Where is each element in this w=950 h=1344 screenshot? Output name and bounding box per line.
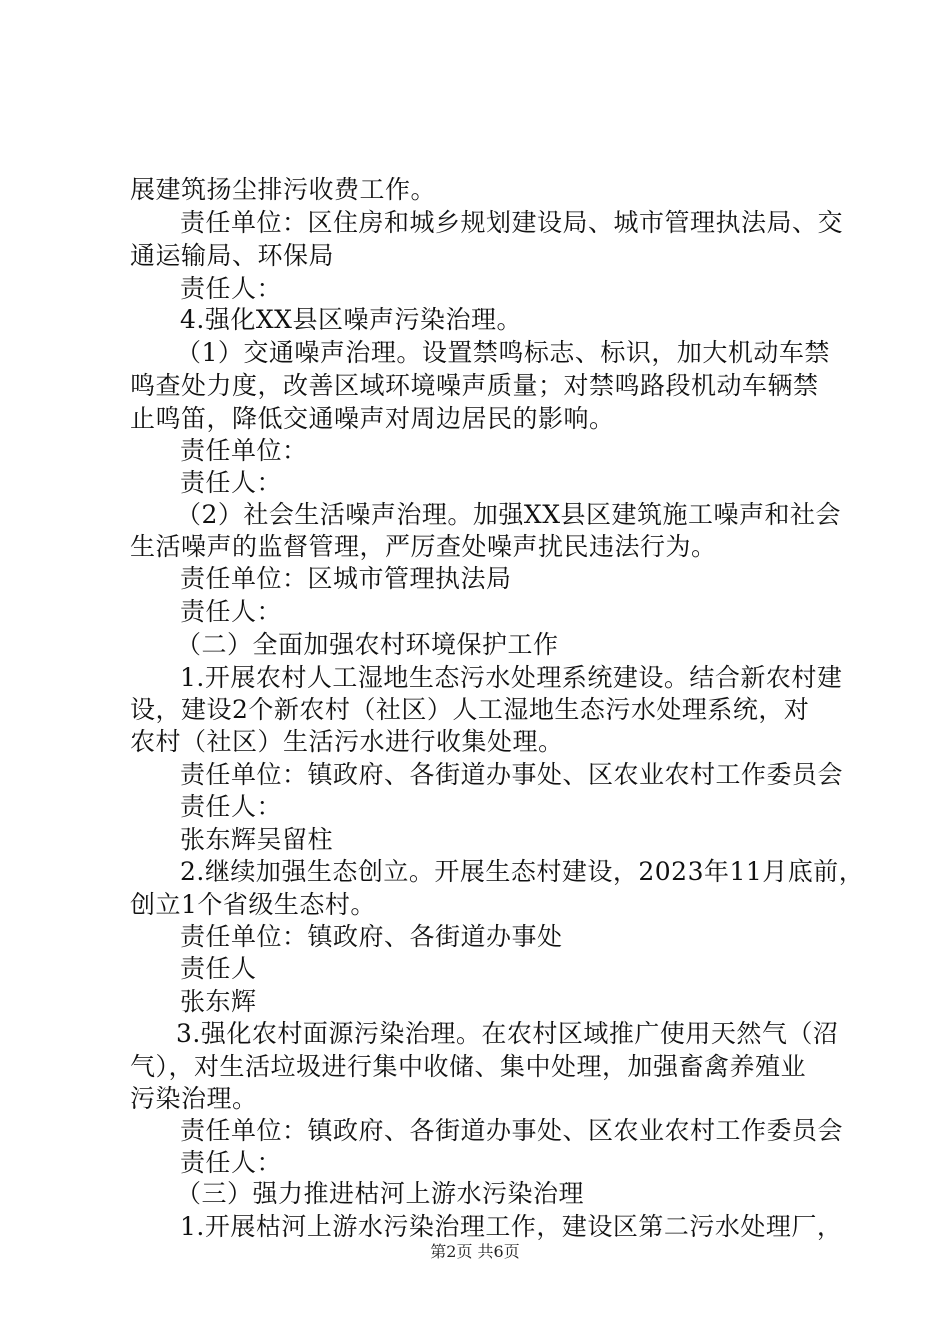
page-number: 第2页 共6页 [430,1242,520,1261]
text-line: 责任单位：镇政府、各街道办事处、区农业农村工作委员会 [180,760,844,789]
text-line: 责任单位： [180,436,308,465]
text-line: 创立1个省级生态村。 [130,890,376,919]
text-line: 1.开展枯河上游水污染治理工作，建设区第二污水处理厂， [180,1212,843,1241]
text-line: 责任人： [180,1148,283,1177]
text-line: 责任单位：区城市管理执法局 [180,564,512,593]
text-line: （1）交通噪声治理。设置禁鸣标志、标识，加大机动车禁 [176,338,830,367]
text-line: 责任人： [180,274,283,303]
text-line: 展建筑扬尘排污收费工作。 [130,175,437,204]
text-line: 责任单位：镇政府、各街道办事处、区农业农村工作委员会 [180,1116,844,1145]
text-line: 责任单位：镇政府、各街道办事处 [180,922,563,951]
text-line: 止鸣笛，降低交通噪声对周边居民的影响。 [130,404,615,433]
text-line: 张东辉 [180,987,257,1016]
text-line: 1.开展农村人工湿地生态污水处理系统建设。结合新农村建 [180,663,843,692]
text-line: （2）社会生活噪声治理。加强XX县区建筑施工噪声和社会 [176,500,842,529]
section-heading: （二）全面加强农村环境保护工作 [176,630,559,659]
section-heading: （三）强力推进枯河上游水污染治理 [176,1179,585,1208]
text-line: 2.继续加强生态创立。开展生态村建设，2023年11月底前， [180,857,865,886]
text-line: 责任人： [180,468,283,497]
text-line: 通运输局、环保局 [130,241,335,270]
text-line: 气），对生活垃圾进行集中收储、集中处理，加强畜禽养殖业 [130,1052,807,1081]
text-line: 4.强化XX县区噪声污染治理。 [180,305,522,334]
text-line: 张东辉吴留柱 [180,825,334,854]
text-line: 责任单位：区住房和城乡规划建设局、城市管理执法局、交 [180,208,844,237]
text-line: 责任人 [180,954,257,983]
text-line: 污染治理。 [130,1084,258,1113]
text-line: 生活噪声的监督管理，严厉查处噪声扰民违法行为。 [130,532,717,561]
text-line: 3.强化农村面源污染治理。在农村区域推广使用天然气（沼 [176,1019,839,1048]
text-line: 责任人： [180,792,283,821]
text-line: 鸣查处力度，改善区域环境噪声质量；对禁鸣路段机动车辆禁 [130,371,819,400]
text-line: 农村（社区）生活污水进行收集处理。 [130,727,564,756]
text-line: 责任人： [180,597,283,626]
text-line: 设，建设2个新农村（社区）人工湿地生态污水处理系统，对 [130,695,810,724]
